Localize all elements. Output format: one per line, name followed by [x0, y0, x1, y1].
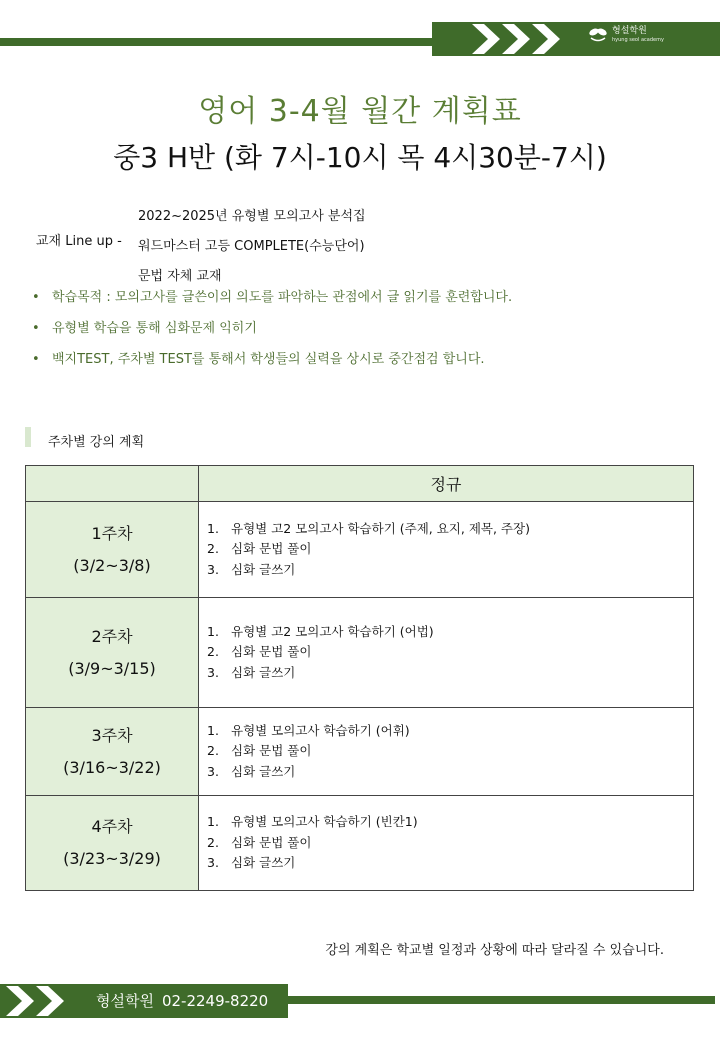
table-row — [26, 708, 694, 796]
footer-academy-name: 형설학원 — [96, 992, 154, 1010]
week-cell — [26, 598, 199, 708]
weekly-plan-table — [25, 465, 694, 891]
week-label: 2주차 — [91, 626, 133, 646]
week-cell — [26, 708, 199, 796]
tasks-cell — [199, 708, 694, 796]
textbook-item: 워드마스터 고등 COMPLETE(수능단어) — [138, 239, 365, 254]
textbook-item: 2022~2025년 유형별 모의고사 분석집 — [138, 209, 366, 224]
week-cell — [26, 796, 199, 891]
logo-subtitle: hyung seol academy — [612, 37, 664, 43]
task-item: 1. 유형별 모의고사 학습하기 (어휘) — [207, 722, 410, 738]
page-title: 영어 3-4월 월간 계획표 — [198, 94, 522, 129]
footer-phone: 02-2249-8220 — [161, 992, 269, 1010]
task-item: 1. 유형별 고2 모의고사 학습하기 (주제, 요지, 제목, 주장) — [207, 520, 530, 536]
chevron-right-icon — [470, 22, 504, 56]
task-item: 1. 유형별 고2 모의고사 학습하기 (어법) — [207, 623, 434, 639]
week-label: 1주차 — [91, 523, 133, 543]
table-row — [26, 796, 694, 891]
task-item: 2. 심화 문법 풀이 — [207, 541, 312, 557]
task-item: 2. 심화 문법 풀이 — [207, 644, 312, 660]
week-dates: (3/9~3/15) — [68, 658, 156, 678]
goal-item: • 유형별 학습을 통해 심화문제 익히기 — [32, 319, 512, 350]
task-item: 3. 심화 글쓰기 — [207, 763, 296, 779]
table-header-empty — [26, 466, 199, 502]
week-dates: (3/16~3/22) — [63, 757, 161, 777]
textbook-item: 문법 자체 교재 — [138, 269, 222, 284]
table-row — [26, 598, 694, 708]
task-item: 1. 유형별 모의고사 학습하기 (빈칸1) — [207, 814, 418, 830]
textbook-label: 교재 Line up - — [36, 234, 122, 249]
goals-list — [32, 288, 512, 381]
table-header-regular: 정규 — [199, 466, 694, 502]
chevron-right-icon — [4, 984, 38, 1018]
task-item: 3. 심화 글쓰기 — [207, 855, 296, 871]
academy-logo — [588, 26, 664, 44]
task-item: 3. 심화 글쓰기 — [207, 561, 296, 577]
tasks-cell — [199, 502, 694, 598]
week-dates: (3/2~3/8) — [73, 555, 151, 575]
tasks-cell — [199, 598, 694, 708]
header-rule — [0, 38, 445, 46]
footer-rule — [280, 996, 715, 1004]
tasks-cell — [199, 796, 694, 891]
task-item: 2. 심화 문법 풀이 — [207, 834, 312, 850]
table-row — [26, 502, 694, 598]
chevron-right-icon — [530, 22, 564, 56]
section-marker — [25, 427, 31, 447]
chevron-right-icon — [500, 22, 534, 56]
goal-item: • 학습목적 : 모의고사를 글쓴이의 의도를 파악하는 관점에서 글 읽기를 훈련합니다. — [32, 288, 512, 319]
goal-item: • 백지TEST, 주차별 TEST를 통해서 학생들의 실력을 상시로 중간점검 합니다. — [32, 350, 512, 381]
table-header-row — [26, 466, 694, 502]
week-label: 4주차 — [91, 817, 133, 836]
task-item: 2. 심화 문법 풀이 — [207, 743, 312, 759]
schedule-note: 강의 계획은 학교별 일정과 상황에 따라 달라질 수 있습니다. — [325, 943, 664, 958]
chevron-right-icon — [34, 984, 68, 1018]
page-subtitle: 중3 H반 (화 7시-10시 목 4시30분-7시) — [113, 141, 607, 174]
task-item: 3. 심화 글쓰기 — [207, 664, 296, 680]
week-cell — [26, 502, 199, 598]
week-dates: (3/23~3/29) — [63, 849, 161, 868]
section-label: 주차별 강의 계획 — [48, 435, 145, 450]
logo-name: 형설학원 — [612, 26, 647, 36]
week-label: 3주차 — [91, 725, 133, 745]
footer-contact — [96, 990, 268, 1011]
leaf-logo-icon — [588, 26, 608, 44]
